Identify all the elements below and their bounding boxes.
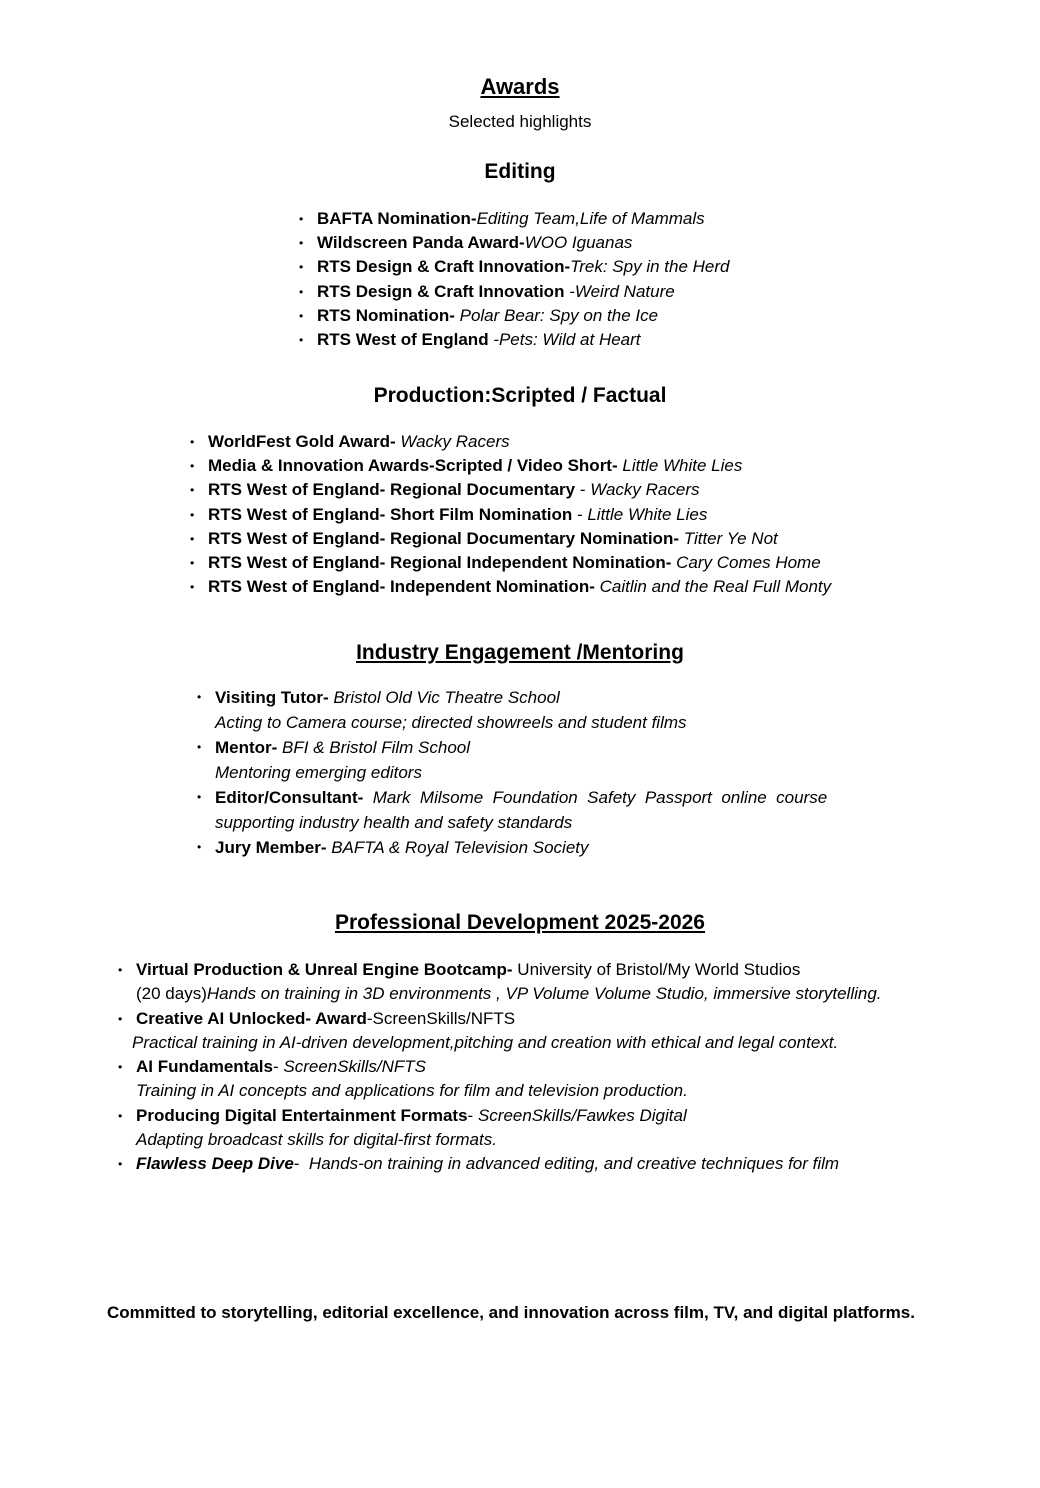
- list-item: • RTS West of England- Short Film Nomination - Little White Lies: [190, 504, 708, 524]
- list-item: • WorldFest Gold Award- Wacky Racers: [190, 432, 510, 451]
- list-item: • RTS West of England- Regional Documentary Nomination- Titter Ye Not: [190, 528, 778, 548]
- list-item-note: Mentoring emerging editors: [215, 763, 422, 782]
- industry-list: [197, 685, 828, 860]
- list-item-note: Acting to Camera course; directed showreels and student films: [215, 713, 687, 732]
- industry-heading: Industry Engagement /Mentoring: [356, 641, 684, 664]
- list-item: • RTS West of England- Regional Independent Nomination- Cary Comes Home: [190, 553, 821, 573]
- list-item: • AI Fundamentals- ScreenSkills/NFTS: [118, 1057, 426, 1077]
- list-item: • BAFTA Nomination-Editing Team,Life of Mammals: [299, 209, 705, 228]
- development-list: [118, 958, 882, 1177]
- list-item: • RTS Design & Craft Innovation -Weird Nature: [299, 281, 675, 301]
- list-item-note: Adapting broadcast skills for digital-first formats.: [136, 1130, 497, 1150]
- development-heading: Professional Development 2025-2026: [334, 911, 705, 934]
- list-item: • Creative AI Unlocked- Award-ScreenSkills/NFTS: [118, 1008, 516, 1028]
- list-item: • RTS Design & Craft Innovation-Trek: Spy in the Herd: [299, 257, 730, 277]
- production-heading: Production:Scripted / Factual: [373, 384, 667, 407]
- list-item: • RTS West of England- Regional Documentary - Wacky Racers: [190, 480, 700, 500]
- awards-subtitle: Selected highlights: [448, 112, 592, 131]
- awards-heading: Awards: [480, 74, 560, 99]
- list-item: • Editor/Consultant- Mark Milsome Foundation Safety Passport online course: [197, 788, 828, 807]
- list-item: • RTS Nomination- Polar Bear: Spy on the Ice: [299, 305, 659, 325]
- list-item-note: (20 days)Hands on training in 3D environments , VP Volume Volume Studio, immersive storytelling.: [136, 984, 882, 1004]
- list-item-note: Practical training in AI-driven development,pitching and creation with ethical and legal context.: [132, 1032, 839, 1052]
- list-item: • Wildscreen Panda Award-WOO Iguanas: [299, 233, 633, 253]
- editing-heading: Editing: [484, 160, 556, 183]
- list-item: • Virtual Production & Unreal Engine Bootcamp- University of Bristol/My World Studios: [118, 960, 801, 979]
- editing-list: [299, 207, 730, 352]
- list-item: • Jury Member- BAFTA & Royal Television Society: [197, 838, 589, 857]
- list-item: • Mentor- BFI & Bristol Film School: [197, 738, 471, 757]
- list-item: • RTS West of England- Independent Nomination- Caitlin and the Real Full Monty: [190, 577, 832, 597]
- closing-statement: Committed to storytelling, editorial excellence, and innovation across film, TV, and digital platforms.: [107, 1303, 915, 1322]
- list-item: • Producing Digital Entertainment Formats- ScreenSkills/Fawkes Digital: [118, 1105, 687, 1125]
- list-item: • RTS West of England -Pets: Wild at Heart: [299, 330, 641, 350]
- list-item-note: supporting industry health and safety standards: [215, 813, 573, 832]
- list-item-note: Training in AI concepts and applications for film and television production.: [136, 1081, 688, 1101]
- list-item: • Flawless Deep Dive- Hands-on training in advanced editing, and creative techniques for film: [118, 1154, 840, 1174]
- list-item: • Media & Innovation Awards-Scripted / Video Short- Little White Lies: [190, 456, 743, 476]
- production-list: [190, 430, 832, 599]
- list-item: • Visiting Tutor- Bristol Old Vic Theatre School: [197, 688, 560, 707]
